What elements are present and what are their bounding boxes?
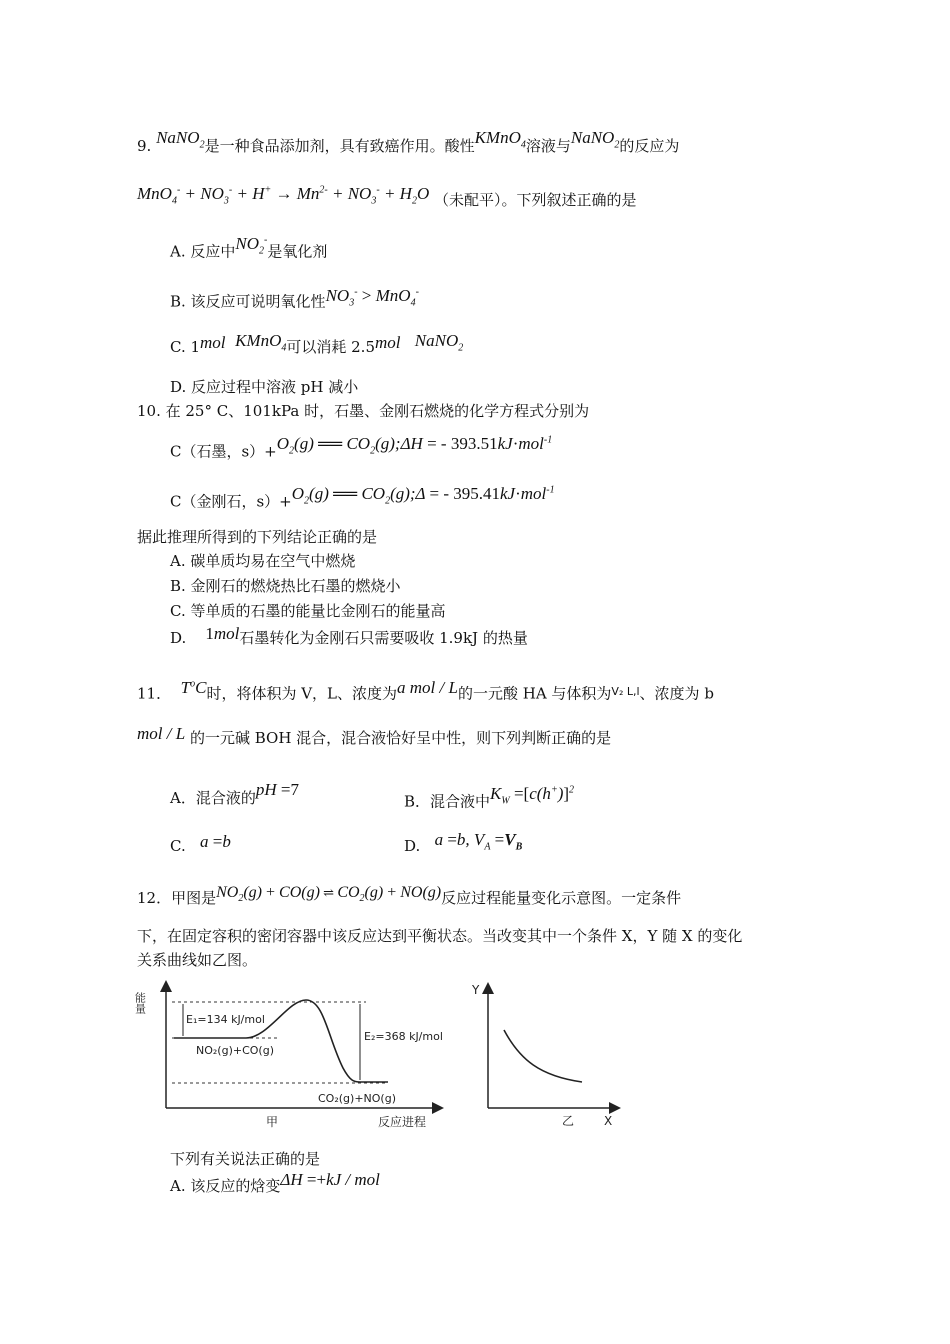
figure-energy-diagram <box>133 978 450 1130</box>
q12-reaction: $NO_2(g) + CO(g)$ ⇌ $CO_2(g) + NO(g)$ <box>216 884 442 905</box>
q9-stem-c: 的反应为 <box>619 137 680 155</box>
formula-no2-ion: $NO_2^-$ <box>235 233 268 257</box>
q9-option-b <box>170 285 419 319</box>
eq-graphite-prefix: C（石墨，s）+ <box>170 442 277 461</box>
q9-stem-a: 是一种食品添加剂，具有致癌作用。酸性 <box>204 137 475 155</box>
q12-line2: 下，在固定容积的密闭容器中该反应达到平衡状态。当改变其中一个条件 X，Y 随 X 的变化 <box>137 927 743 945</box>
reactants-label: NO₂(g)+CO(g) <box>196 1044 274 1057</box>
option-d-text: 石墨转化为金刚石只需要吸收 1.9kJ 的热量 <box>239 629 528 647</box>
formula-kmno4: KMnO$_4$ <box>474 128 526 151</box>
q11-volume-garbled: V₂ L,l <box>611 684 640 698</box>
q11-option-a <box>170 780 299 808</box>
q9-note: （未配平）。下列叙述正确的是 <box>434 190 637 209</box>
q9-ionic-equation: $MnO_4^- + NO_3^- + H^+ \to Mn^{2-} + NO_3^- + H_2O$ <box>137 183 430 207</box>
expr-dh-kj-mol: ΔH =+kJ / mol <box>280 1170 380 1189</box>
option-a-text-end: 是氧化剂 <box>267 242 328 261</box>
option-d-label: D. <box>404 837 421 855</box>
q11-line2 <box>137 724 612 748</box>
q10-option-d <box>170 624 528 648</box>
q10-lead: 据此推理所得到的下列结论正确的是 <box>137 528 378 546</box>
formula-nano2: NaNO$_2$ <box>156 128 205 151</box>
formula-nano2: NaNO$_2$ <box>570 128 620 151</box>
q11-text-3: 、浓度为 b <box>639 684 714 703</box>
q9-number: 9. <box>137 137 152 155</box>
e2-label: E₂=368 kJ/mol <box>364 1030 443 1043</box>
unit-mol: mol <box>374 333 401 352</box>
amount-1mol: 1mol <box>205 624 240 643</box>
expr-a-eq-b-va-eq-vb: a =b, $V_A =V_B$ <box>434 830 523 853</box>
q11-number: 11． <box>137 684 172 703</box>
q10-stem: 10. 在 25° C、101kPa 时，石墨、金刚石燃烧的化学方程式分别为 <box>137 402 590 420</box>
formula-nano2: NaNO$_2$ <box>414 331 464 354</box>
figure-y-vs-x <box>470 980 630 1130</box>
eq-diamond-formula: $O_2(g)$ ══ $CO_2(g);\Delta$ = - 395.41kJ·mol$^{-1}$ <box>291 483 555 507</box>
y-axis-label: 能量 <box>133 992 147 1014</box>
q10-option-b: B. 金刚石的燃烧热比石墨的燃烧小 <box>170 577 401 595</box>
expr-ph-7: pH =7 <box>255 780 299 799</box>
products-label: CO₂(g)+NO(g) <box>318 1092 396 1105</box>
x-axis-label: 反应进程 <box>378 1115 427 1129</box>
x-axis-label: X <box>604 1114 613 1128</box>
caption-jia: 甲 <box>266 1115 279 1129</box>
q12-option-a <box>170 1170 380 1196</box>
decreasing-curve <box>504 1030 582 1082</box>
unit-mol: mol <box>200 333 226 352</box>
option-b-text: B. 该反应可说明氧化性 <box>170 292 326 311</box>
q12-line1 <box>137 884 682 915</box>
option-a-text: A. 该反应的焓变 <box>170 1177 281 1195</box>
option-c-label: C. <box>170 837 186 855</box>
expr-a-eq-b: a =b <box>200 832 231 851</box>
q12-number: 12．甲图是 <box>137 889 217 907</box>
q10-equation-diamond <box>170 483 555 519</box>
q12-text-1: 反应过程能量变化示意图。一定条件 <box>441 889 682 907</box>
q12-line3: 关系曲线如乙图。 <box>137 951 258 969</box>
conc-a-mol-l: a mol / L <box>397 677 458 697</box>
q11-option-d <box>404 830 523 863</box>
q9-option-a <box>170 233 328 269</box>
option-a-text: A. 反应中 <box>170 242 236 261</box>
q12-lead: 下列有关说法正确的是 <box>170 1150 321 1168</box>
option-c-text-mid: 可以消耗 2.5 <box>286 338 375 356</box>
q11-line1 <box>137 677 714 706</box>
option-c-text: C. 1 <box>170 338 201 356</box>
q10-option-a: A. 碳单质均易在空气中燃烧 <box>170 552 356 570</box>
q10-equation-graphite <box>170 433 553 469</box>
y-axis-label: Y <box>472 983 480 997</box>
q11-option-b <box>404 783 575 819</box>
q9-stem-b: 溶液与 <box>525 137 571 155</box>
formula-kmno4: KMnO$_4$ <box>235 331 287 354</box>
q11-text-1: 时，将体积为 V，L、浓度为 <box>206 684 398 703</box>
q11-text-4: 的一元碱 BOH 混合，混合液恰好呈中性，则下列判断正确的是 <box>189 729 612 747</box>
q10-option-c: C. 等单质的石墨的能量比金刚石的能量高 <box>170 602 446 620</box>
q9-equation-line <box>137 180 637 211</box>
q9-option-d: D. 反应过程中溶液 pH 减小 <box>170 378 359 396</box>
q11-option-c <box>170 832 231 856</box>
caption-yi: 乙 <box>562 1114 575 1128</box>
q11-text-2: 的一元酸 HA 与体积为 <box>457 684 612 703</box>
formula-oxidizing-order: $NO_3^- > MnO_4^-$ <box>325 285 419 309</box>
q9-option-c <box>170 331 464 364</box>
option-a-text: A．混合液的 <box>170 789 256 807</box>
expr-kw: $K_W =[c(h^+)]^2$ <box>490 783 575 807</box>
option-b-text: B．混合液中 <box>404 792 491 811</box>
eq-diamond-prefix: C（金刚石，s）+ <box>170 492 292 511</box>
eq-graphite-formula: $O_2(g)$ ══ $CO_2(g);\Delta H$ = - 393.51kJ·mol$^{-1}$ <box>276 433 553 457</box>
option-d-label: D. <box>170 629 187 647</box>
unit-mol-per-l: mol / L <box>137 724 186 743</box>
q9-line1 <box>137 128 680 163</box>
e1-label: E₁=134 kJ/mol <box>186 1013 265 1026</box>
temperature-toc: $T^oC$ <box>180 677 207 697</box>
